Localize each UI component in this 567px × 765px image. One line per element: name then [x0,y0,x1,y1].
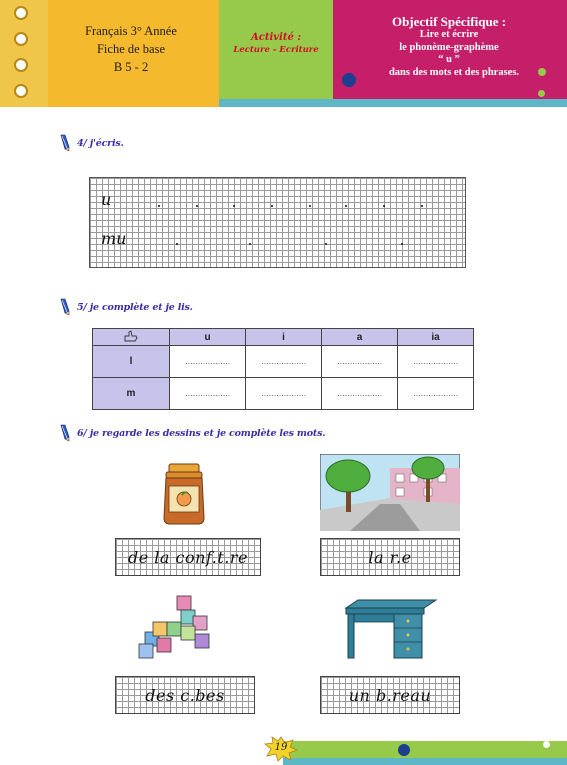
word-street: la r.e [368,548,412,567]
binder-hole [14,84,28,98]
word-box-street[interactable] [320,538,460,576]
binder-hole [14,6,28,20]
model-letter-u: u [101,190,112,209]
activity-title: Activité : [250,32,302,43]
section-4-title: 4/ j'écris. [77,138,124,149]
guide-dot [325,243,327,245]
decor-dot [543,741,550,748]
desk-image [344,598,438,660]
cubes-image [135,592,225,664]
guide-dot [309,205,311,207]
word-box-desk[interactable] [320,676,460,714]
street-image [320,454,460,531]
pencil-icon [58,298,72,316]
table-header-row [93,329,474,346]
row-header: l [93,346,170,378]
guide-dot [401,243,403,245]
blank-cell[interactable]: ……………… [246,346,322,378]
blank-cell[interactable]: ……………… [398,378,474,410]
header-blue-bar [219,99,567,107]
word-box-jam[interactable] [115,538,261,576]
section-5-title: 5/ je complète et je lis. [77,302,193,313]
jam-jar-image [160,462,208,526]
activity-label [219,32,333,56]
section-6-title: 6/ je regarde les dessins et je complète les mots. [77,428,326,439]
blank-cell[interactable]: ……………… [246,378,322,410]
course-level: Français 3° Année [85,24,177,38]
objective-line: dans des mots et des phrases. [388,66,520,78]
column-header: u [170,329,246,346]
guide-dot [271,205,273,207]
decor-dot [398,744,410,756]
sheet-code: B 5 - 2 [113,60,149,74]
page-header [0,0,567,107]
guide-dot [383,205,385,207]
guide-dot [176,243,178,245]
binder-hole [14,58,28,72]
binder-strip [0,0,48,107]
blank-cell[interactable]: ……………… [398,346,474,378]
objective-line: Lire et écrire [419,29,479,40]
guide-dot [233,205,235,207]
guide-dot [345,205,347,207]
objective-line: le phonème-graphème [399,41,499,53]
course-info [56,22,206,76]
table-corner [93,329,170,346]
pencil-icon [58,424,72,442]
activity-name: Lecture - Ecriture [233,45,319,55]
pencil-icon [58,134,72,152]
guide-dot [196,205,198,207]
syllable-table [92,328,474,410]
guide-dot [158,205,160,207]
sheet-type: Fiche de base [96,42,166,56]
footer-blue-bar [283,758,567,765]
word-cubes: des c.bes [145,686,225,705]
objective-block [345,14,553,79]
objective-line: “ u ” [438,54,460,65]
row-header: m [93,378,170,410]
word-box-cubes[interactable] [115,676,255,714]
guide-dot [421,205,423,207]
column-header: ia [398,329,474,346]
blank-cell[interactable]: ……………… [322,378,398,410]
objective-title: Objectif Spécifique : [391,14,507,29]
page-number: 19 [274,742,288,753]
blank-cell[interactable]: ……………… [322,346,398,378]
word-desk: un b.reau [348,686,432,705]
word-jam: de la conf.t.re [127,548,248,567]
decor-dot [342,73,356,87]
decor-dot [538,90,545,97]
blank-cell[interactable]: ……………… [170,378,246,410]
blank-cell[interactable]: ……………… [170,346,246,378]
column-header: a [322,329,398,346]
model-syllable-mu: mu [101,229,127,248]
writing-grid[interactable] [89,177,466,268]
table-row [93,378,474,410]
table-row [93,346,474,378]
hand-pointer-icon [124,330,138,342]
column-header: i [246,329,322,346]
decor-dot [538,68,546,76]
binder-hole [14,32,28,46]
page-number-badge [264,736,298,762]
guide-dot [249,243,251,245]
